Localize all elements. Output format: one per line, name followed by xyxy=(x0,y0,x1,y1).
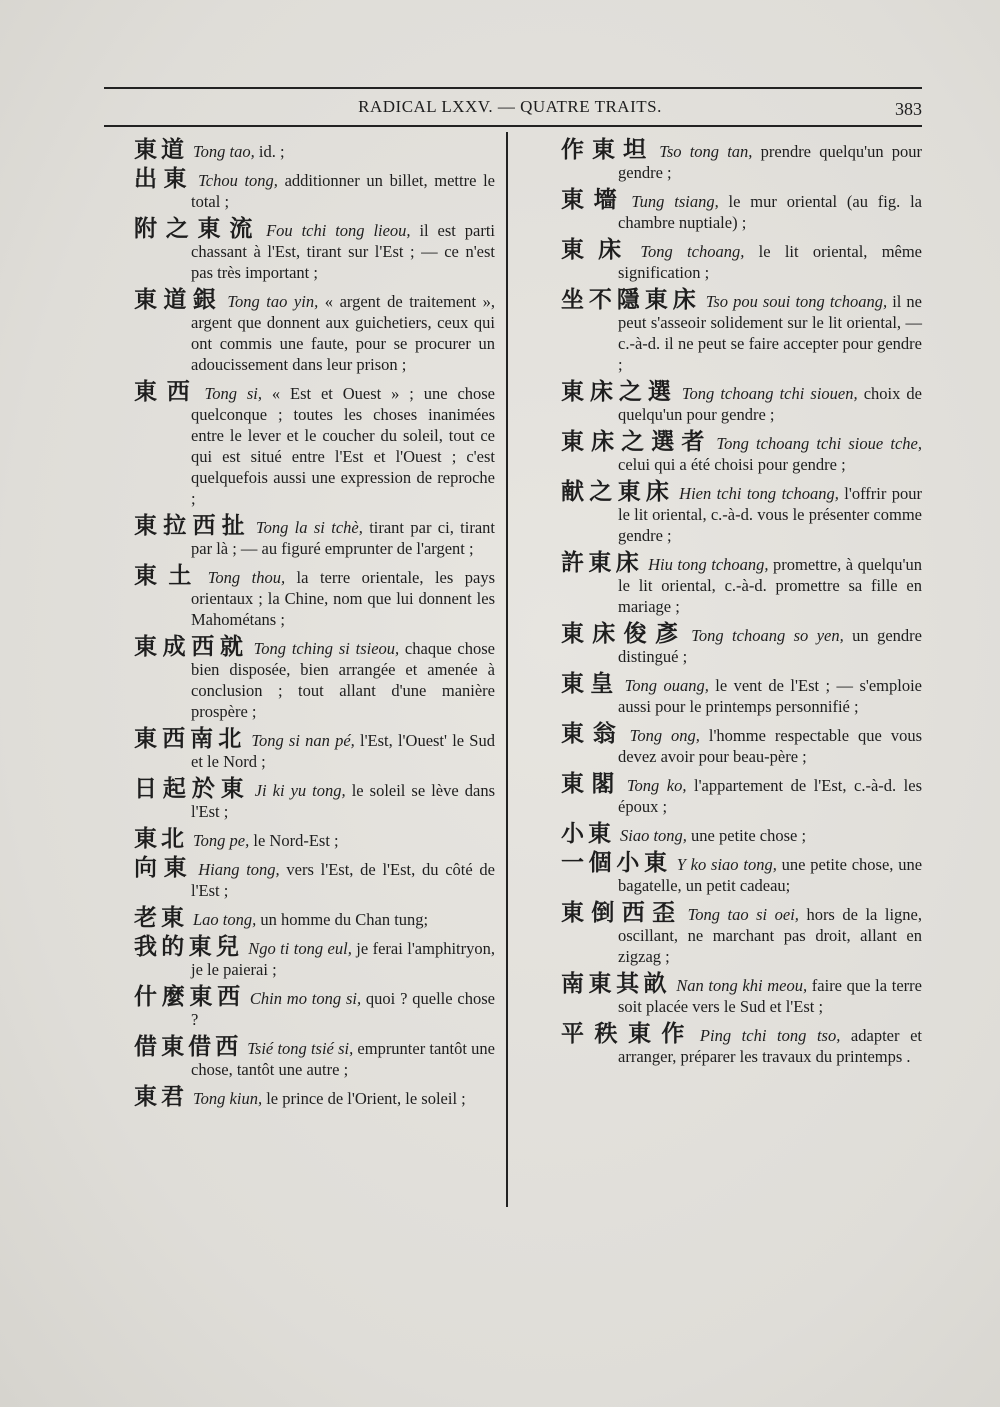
dictionary-entry xyxy=(134,1034,495,1080)
entry-definition: choix de quelqu'un pour gendre ; xyxy=(618,384,923,424)
entry-romanization: Tong kiun, xyxy=(193,1089,263,1108)
dictionary-entry xyxy=(561,287,923,375)
dictionary-entry xyxy=(561,237,923,283)
dictionary-entry xyxy=(134,905,495,931)
entry-definition: additionner un billet, mettre le total ; xyxy=(191,171,495,211)
entry-headword: 東西 xyxy=(134,379,200,405)
entry-definition: tirant par ci, tirant par là ; — au figuré emprunter de l'argent ; xyxy=(191,518,496,558)
dictionary-entry xyxy=(561,429,923,475)
dictionary-entry xyxy=(561,1021,922,1067)
entry-definition: adapter et arranger, préparer les travaux du printemps . xyxy=(618,1026,922,1066)
entry-definition: le lit oriental, même signification ; xyxy=(618,242,923,282)
entry-romanization: Hiang tong, xyxy=(198,860,280,879)
column-divider xyxy=(506,132,508,1207)
entry-headword: 東床 xyxy=(561,237,636,263)
entry-romanization: Nan tong khi meou, xyxy=(676,976,808,995)
dictionary-entry xyxy=(561,721,922,767)
entry-headword: 借東借西 xyxy=(134,1034,243,1060)
top-rule xyxy=(104,87,922,89)
entry-headword: 東道 xyxy=(134,137,188,163)
entry-headword: 東西南北 xyxy=(134,726,247,752)
dictionary-entry xyxy=(134,984,495,1030)
entry-definition: id. ; xyxy=(254,142,285,161)
dictionary-entry xyxy=(561,850,923,896)
entry-romanization: Tong tching si tsieou, xyxy=(253,639,400,658)
entry-definition: promettre, à quelqu'un le lit oriental, c.-à-d. promettre sa fille en mariage ; xyxy=(618,555,922,616)
dictionary-entry xyxy=(561,550,922,617)
entry-romanization: Hiu tong tchoang, xyxy=(648,555,769,574)
entry-headword: 平秩東作 xyxy=(561,1021,695,1047)
entry-headword: 日起於東 xyxy=(134,776,250,802)
dictionary-entry xyxy=(561,621,922,667)
entry-headword: 坐不隱東床 xyxy=(561,287,701,313)
entry-definition: quoi ? quelle chose ? xyxy=(191,989,495,1029)
entry-romanization: Tong ko, xyxy=(626,776,687,795)
entry-romanization: Chin mo tong si, xyxy=(249,989,362,1008)
dictionary-entry xyxy=(561,771,922,817)
dictionary-entry xyxy=(134,137,495,163)
entry-romanization: Ping tchi tong tso, xyxy=(699,1026,841,1045)
entry-definition: je ferai l'amphitryon, je le paierai ; xyxy=(191,939,496,979)
entry-romanization: Tong si nan pé, xyxy=(251,731,355,750)
entry-headword: 老東 xyxy=(134,905,188,931)
entry-romanization: Hien tchi tong tchoang, xyxy=(679,484,839,503)
entry-romanization: Ngo ti tong eul, xyxy=(248,939,352,958)
entry-headword: 東土 xyxy=(134,563,203,589)
dictionary-entry xyxy=(561,971,922,1017)
dictionary-entry xyxy=(134,826,495,852)
entry-headword: 東北 xyxy=(134,826,188,852)
entry-romanization: Tso pou soui tong tchoang, xyxy=(705,292,888,311)
entry-romanization: Tong tao, xyxy=(193,142,255,161)
entry-definition: celui qui a été choisi pour gendre ; xyxy=(618,455,846,474)
entry-romanization: Tong ong, xyxy=(629,726,700,745)
entry-headword: 献之東床 xyxy=(561,479,675,505)
entry-romanization: Tsié tong tsié si, xyxy=(247,1039,354,1058)
entry-definition: un homme du Chan tung; xyxy=(256,910,429,929)
header-rule xyxy=(104,125,922,127)
entry-definition: un gendre distingué ; xyxy=(618,626,922,666)
entry-headword: 東床之選者 xyxy=(561,429,712,455)
dictionary-entry xyxy=(134,287,496,375)
entry-headword: 東墻 xyxy=(561,187,627,213)
entry-headword: 東床俊彥 xyxy=(561,621,687,647)
entry-romanization: Tong tchoang so yen, xyxy=(691,626,844,645)
running-header: RADICAL LXXV. — QUATRE TRAITS. xyxy=(358,97,662,116)
entry-romanization: Tong la si tchè, xyxy=(255,518,363,537)
entry-romanization: Siao tong, xyxy=(620,826,687,845)
entry-definition: chaque chose bien disposée, bien arrangée et amenée à conclusion ; tout allant d'une manière prospère ; xyxy=(191,639,496,721)
dictionary-entry xyxy=(134,563,496,630)
dictionary-entry xyxy=(561,821,922,847)
dictionary-entry xyxy=(134,634,496,722)
entry-headword: 作東坦 xyxy=(561,137,655,163)
entry-definition: prendre quelqu'un pour gendre ; xyxy=(618,142,922,182)
entry-definition: faire que la terre soit placée vers le Sud et l'Est ; xyxy=(618,976,922,1016)
dictionary-entry xyxy=(561,187,922,233)
dictionary-entry xyxy=(134,855,496,901)
entry-headword: 附之東流 xyxy=(134,216,262,242)
entry-definition: le vent de l'Est ; — s'emploie aussi pour le printemps personnifié ; xyxy=(618,676,922,716)
dictionary-entry xyxy=(134,166,495,212)
entry-definition: l'appartement de l'Est, c.-à-d. les époux ; xyxy=(618,776,922,816)
dictionary-entry xyxy=(134,379,496,509)
entry-definition: l'homme respectable que vous devez avoir pour beau-père ; xyxy=(618,726,922,766)
entry-headword: 我的東兒 xyxy=(134,934,244,960)
entry-headword: 東成西就 xyxy=(134,634,249,660)
entry-romanization: Lao tong, xyxy=(193,910,257,929)
entry-definition: hors de la ligne, oscillant, ne marchant pas droit, allant en zigzag ; xyxy=(618,905,923,966)
entry-romanization: Tong tchoang tchi sioue tche, xyxy=(716,434,923,453)
dictionary-entry xyxy=(134,513,496,559)
entry-romanization: Y ko siao tong, xyxy=(676,855,777,874)
entry-headword: 小東 xyxy=(561,821,615,847)
entry-headword: 東床之選 xyxy=(561,379,677,405)
entry-definition: « argent de traitement », argent que donnent aux guichetiers, ceux qui ont commis une faute, pour se procurer un adoucissement dans leur prison ; xyxy=(191,292,496,374)
page-number: 383 xyxy=(895,99,922,119)
dictionary-entry xyxy=(561,137,922,183)
entry-headword: 什麼東西 xyxy=(134,984,245,1010)
entry-romanization: Tong thou, xyxy=(207,568,286,587)
dictionary-entry xyxy=(134,1084,495,1110)
entry-headword: 東倒西歪 xyxy=(561,900,683,926)
entry-romanization: Ji ki yu tong, xyxy=(254,781,346,800)
entry-definition: le soleil se lève dans l'Est ; xyxy=(191,781,495,821)
entry-romanization: Tong pe, xyxy=(193,831,250,850)
entry-romanization: Tung tsiang, xyxy=(631,192,719,211)
entry-headword: 東翁 xyxy=(561,721,625,747)
dictionary-entry xyxy=(134,726,495,772)
entry-definition: l'Est, l'Ouest' le Sud et le Nord ; xyxy=(191,731,495,771)
entry-romanization: Tong si, xyxy=(204,384,262,403)
left-column xyxy=(134,137,496,1116)
entry-definition: la terre orientale, les pays orientaux ; la Chine, nom que lui donnent les Mahométans ; xyxy=(191,568,496,629)
entry-romanization: Tong tchoang tchi siouen, xyxy=(681,384,858,403)
entry-definition: emprunter tantôt une chose, tantôt une autre ; xyxy=(191,1039,495,1079)
entry-definition: il est parti chassant à l'Est, tirant sur l'Est ; — ce n'est pas très important ; xyxy=(191,221,495,282)
dictionary-entry xyxy=(134,216,495,283)
entry-definition: une petite chose, une bagatelle, un petit cadeau; xyxy=(618,855,923,895)
dictionary-entry xyxy=(561,900,923,967)
entry-headword: 出東 xyxy=(134,166,194,192)
entry-romanization: Tong tao yin, xyxy=(227,292,319,311)
entry-headword: 南東其畝 xyxy=(561,971,672,997)
entry-romanization: Tong tchoang, xyxy=(640,242,745,261)
entry-romanization: Fou tchi tong lieou, xyxy=(266,221,411,240)
entry-headword: 東道銀 xyxy=(134,287,223,313)
entry-romanization: Tchou tong, xyxy=(198,171,278,190)
entry-definition: l'offrir pour le lit oriental, c.-à-d. vous le présenter comme gendre ; xyxy=(618,484,923,545)
entry-romanization: Tong ouang, xyxy=(624,676,709,695)
entry-definition: le Nord-Est ; xyxy=(249,831,339,850)
entry-headword: 許東床 xyxy=(561,550,644,576)
dictionary-entry xyxy=(134,934,496,980)
entry-headword: 一個小東 xyxy=(561,850,672,876)
entry-definition: il ne peut s'asseoir solidement sur le lit oriental, — c.-à-d. il ne peut se faire accepter pour gendre ; xyxy=(618,292,923,374)
entry-headword: 向東 xyxy=(134,855,194,881)
entry-definition: le prince de l'Orient, le soleil ; xyxy=(262,1089,466,1108)
entry-definition: « Est et Ouest » ; une chose quelconque ; toutes les choses inanimées entre le lever et le coucher du soleil, tout ce qui est situé entre l'Est et l'Ouest ; c'est quelquefois aussi une expression de reproche ; xyxy=(191,384,496,508)
entry-romanization: Tso tong tan, xyxy=(659,142,753,161)
dictionary-entry xyxy=(134,776,495,822)
entry-definition: le mur oriental (au fig. la chambre nuptiale) ; xyxy=(618,192,922,232)
entry-definition: vers l'Est, de l'Est, du côté de l'Est ; xyxy=(191,860,496,900)
entry-headword: 東君 xyxy=(134,1084,188,1110)
entry-romanization: Tong tao si oei, xyxy=(687,905,799,924)
entry-headword: 東皇 xyxy=(561,671,620,697)
entry-headword: 東拉西扯 xyxy=(134,513,251,539)
entry-headword: 東閣 xyxy=(561,771,622,797)
right-column xyxy=(561,137,923,1074)
dictionary-entry xyxy=(561,671,922,717)
dictionary-entry xyxy=(561,379,923,425)
dictionary-entry xyxy=(561,479,923,546)
entry-definition: une petite chose ; xyxy=(686,826,807,845)
